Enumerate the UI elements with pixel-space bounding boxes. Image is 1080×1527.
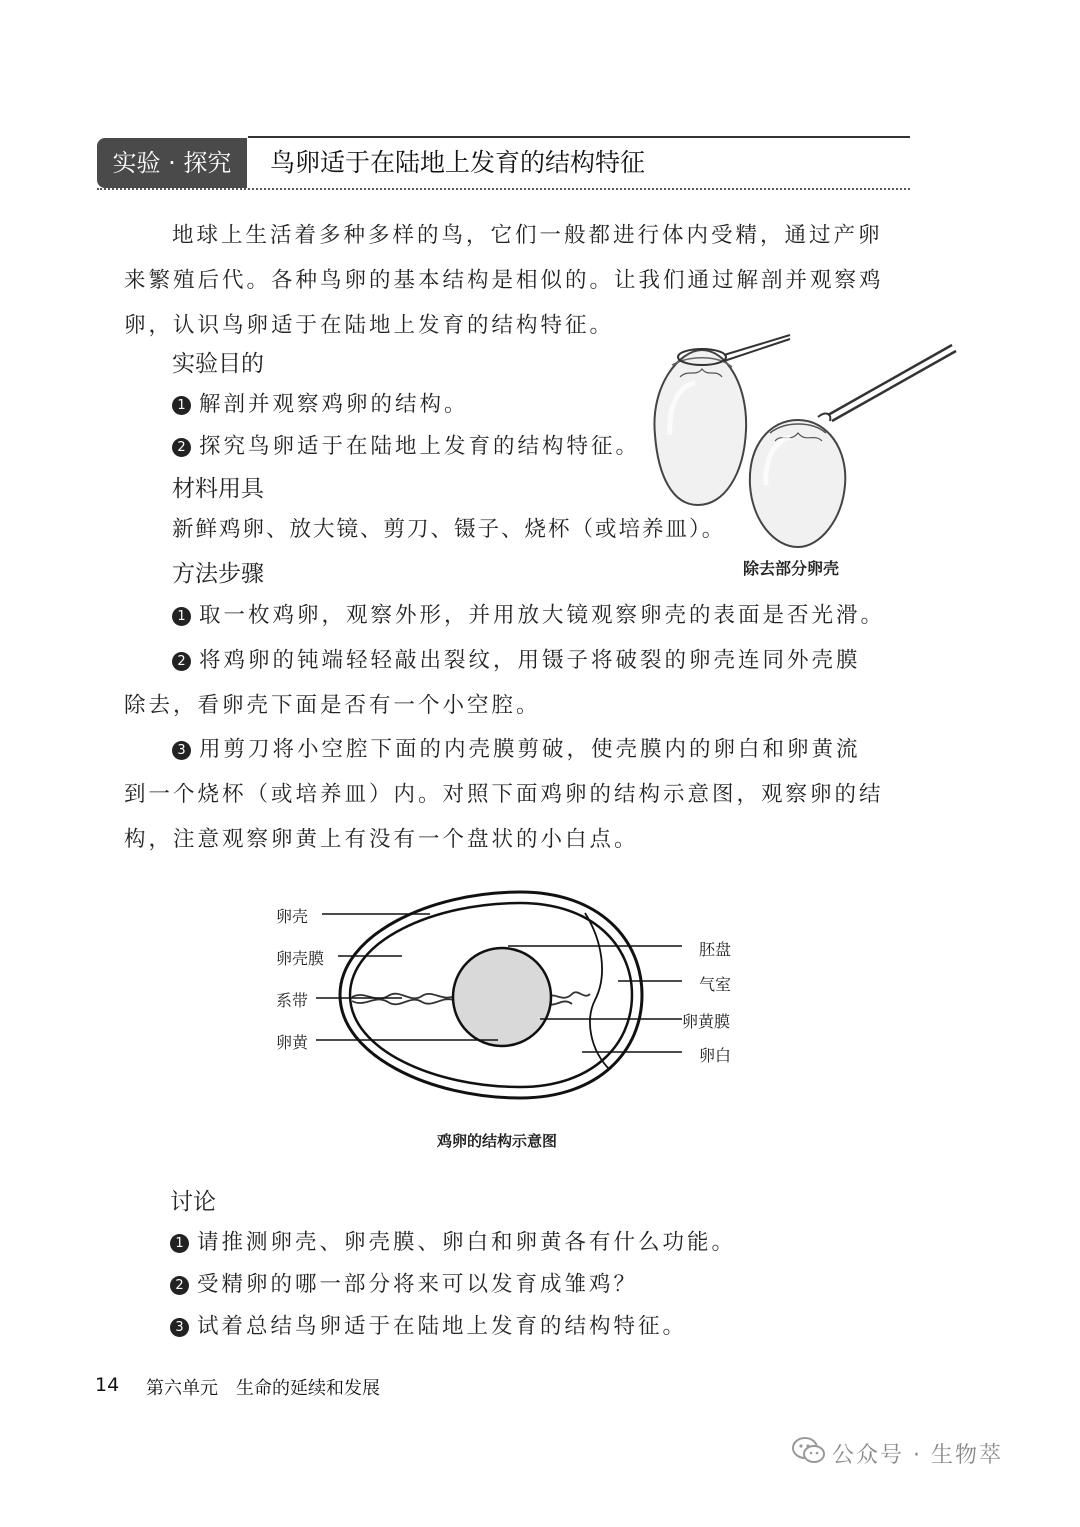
egg-dissection-illustration	[640, 325, 970, 555]
intro-line-1: 地球上生活着多种多样的鸟，它们一般都进行体内受精，通过产卵	[172, 223, 883, 248]
materials-heading: 材料用具	[172, 476, 264, 502]
step-2-line-1: 将鸡卵的钝端轻轻敲出裂纹，用镊子将破裂的卵壳连同外壳膜	[199, 648, 861, 673]
step-3-line-2: 到一个烧杯（或培养皿）内。对照下面鸡卵的结构示意图，观察卵的结	[124, 782, 884, 807]
illustration-caption: 除去部分卵壳	[743, 559, 840, 578]
number-badge: 3	[170, 1318, 189, 1337]
label-albumen: 卵白	[699, 1046, 732, 1065]
discussion-item-1	[170, 1220, 736, 1266]
header-divider	[97, 188, 910, 190]
number-badge: 1	[170, 1234, 189, 1253]
number-badge: 1	[172, 396, 191, 415]
discussion-heading: 讨论	[170, 1189, 216, 1215]
step-1	[172, 593, 885, 639]
header-top-rule	[248, 136, 910, 138]
section-tag: 实验 · 探究	[97, 138, 247, 188]
step-3-line-1: 用剪刀将小空腔下面的内壳膜剪破，使壳膜内的卵白和卵黄流	[199, 737, 861, 762]
intro-line-3: 卵，认识鸟卵适于在陆地上发育的结构特征。	[124, 313, 615, 338]
number-badge: 2	[172, 652, 191, 671]
purpose-item-2-text: 探究鸟卵适于在陆地上发育的结构特征。	[199, 434, 641, 459]
purpose-item-1-text: 解剖并观察鸡卵的结构。	[199, 392, 469, 417]
label-vitelline-membrane: 卵黄膜	[682, 1012, 731, 1031]
label-yolk: 卵黄	[276, 1033, 309, 1052]
materials-text: 新鲜鸡卵、放大镜、剪刀、镊子、烧杯（或培养皿）。	[172, 517, 726, 542]
discussion-item-3	[170, 1304, 687, 1350]
label-shell-membrane: 卵壳膜	[276, 949, 325, 968]
number-badge: 3	[172, 741, 191, 760]
discussion-item-3-text: 试着总结鸟卵适于在陆地上发育的结构特征。	[197, 1314, 688, 1339]
chapter-title: 第六单元 生命的延续和发展	[146, 1378, 380, 1399]
diagram-caption: 鸡卵的结构示意图	[437, 1132, 558, 1150]
label-air-cell: 气室	[699, 975, 732, 994]
purpose-heading: 实验目的	[172, 351, 264, 377]
step-2	[172, 638, 861, 684]
purpose-item-1	[172, 382, 469, 428]
number-badge: 1	[172, 607, 191, 626]
intro-line-2: 来繁殖后代。各种鸟卵的基本结构是相似的。让我们通过解剖并观察鸡	[124, 268, 884, 293]
page-title: 鸟卵适于在陆地上发育的结构特征	[270, 148, 646, 177]
purpose-item-2	[172, 424, 640, 470]
discussion-item-1-text: 请推测卵壳、卵壳膜、卵白和卵黄各有什么功能。	[197, 1230, 737, 1255]
number-badge: 2	[172, 438, 191, 457]
page-number: 14	[95, 1374, 120, 1396]
discussion-item-2-text: 受精卵的哪一部分将来可以发育成雏鸡？	[197, 1272, 639, 1297]
label-shell: 卵壳	[276, 907, 309, 926]
wechat-icon	[792, 1436, 826, 1466]
egg-structure-diagram	[240, 880, 760, 1110]
steps-heading: 方法步骤	[172, 561, 264, 587]
watermark-text: 公众号 · 生物萃	[832, 1443, 1003, 1468]
step-2-line-2: 除去，看卵壳下面是否有一个小空腔。	[124, 693, 541, 718]
number-badge: 2	[170, 1276, 189, 1295]
label-germinal-disc: 胚盘	[699, 940, 732, 959]
label-chalaza: 系带	[276, 991, 309, 1010]
step-3	[172, 727, 861, 773]
step-3-line-3: 构，注意观察卵黄上有没有一个盘状的小白点。	[124, 827, 639, 852]
discussion-item-2	[170, 1262, 638, 1308]
step-1-line-1: 取一枚鸡卵，观察外形，并用放大镜观察卵壳的表面是否光滑。	[199, 603, 886, 628]
